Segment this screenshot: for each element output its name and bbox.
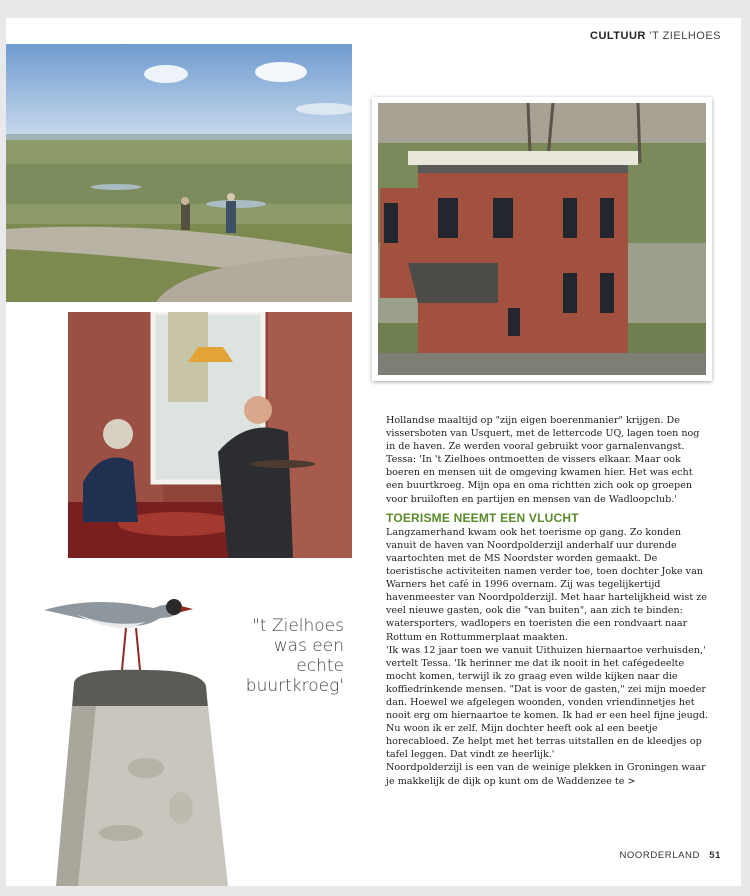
page-number: 51 <box>709 850 721 861</box>
pull-quote: "t Zielhoes was een echte buurtkroeg' <box>245 616 344 696</box>
article-paragraph-2: Langzamerhand kwam ook het toerisme op gang. Zo konden vanuit de haven van Noordpolderzijl anderhalf uur durende vaartochten met de MS Noordster worden gemaakt. De toeristische activiteiten namen verder toe, toen dochter Joke van Warners het café in 1996 overnam. Zij was tegelijkertijd havenmeester van Noordpolderzijl. Met haar hartelijkheid wist ze veel nieuwe gasten, ook die "van buiten", aan zich te binden: watersporters, wadlopers en toeristen die een rondvaart naar Rottum en Rottummerplaat maakten. <box>386 526 707 643</box>
article-paragraph-4: Noordpolderzijl is een van de weinige plekken in Groningen waar je makkelijk de dijk op kunt om de Waddenzee te > <box>386 762 706 787</box>
magazine-page <box>6 18 741 886</box>
magazine-name: NOORDERLAND <box>619 850 700 861</box>
photo-gull-on-post <box>36 588 236 886</box>
page-footer <box>619 850 721 861</box>
photo-zielhoes-building <box>372 97 712 381</box>
photo-salt-marsh-walkers <box>6 44 352 302</box>
subsection-label: 'T ZIELHOES <box>649 30 721 42</box>
article-paragraph-1: Hollandse maaltijd op "zijn eigen boerenmanier" krijgen. De vissersboten van Usquert, met de lettercode UQ, lagen toen nog in de haven. Ze werden vooral gebruikt voor garnalenvangst. Tessa: 'In 't Zielhoes ontmoetten de vissers elkaar. Maar ook boeren en mensen uit de omgeving kwamen hier. Het was echt een buurtkroeg. Mijn opa en oma richtten zich ook op groepen voor bruiloften en partijen en mensen van de Wadloopclub.' <box>386 415 700 505</box>
article-subheading: TOERISME NEEMT EEN VLUCHT <box>386 510 579 525</box>
photo-cafe-interior <box>68 312 352 558</box>
page-header <box>590 30 721 42</box>
section-label: CULTUUR <box>590 30 646 42</box>
article-paragraph-3: 'Ik was 12 jaar toen we vanuit Uithuizen hiernaartoe verhuisden,' vertelt Tessa. 'Ik herinner me dat ik nooit in het cafégedeelte mocht komen, terwijl ik zo graag even wilde kijken naar die koffiedrinkende mensen. "Dat is voor de gasten," zei mijn moeder dan. Hoewel we afgelegen woonden, vonden vriendinnetjes het nooit erg om hiernaartoe te komen. Ik had er een heel fijne jeugd. Nu woon ik er zelf. Mijn dochter heeft ook al een beetje horecabloed. Ze helpt met het terras uitstallen en de kleedjes op tafel leggen. Dat vindt ze heerlijk.' <box>386 644 709 761</box>
article-body <box>386 414 711 788</box>
